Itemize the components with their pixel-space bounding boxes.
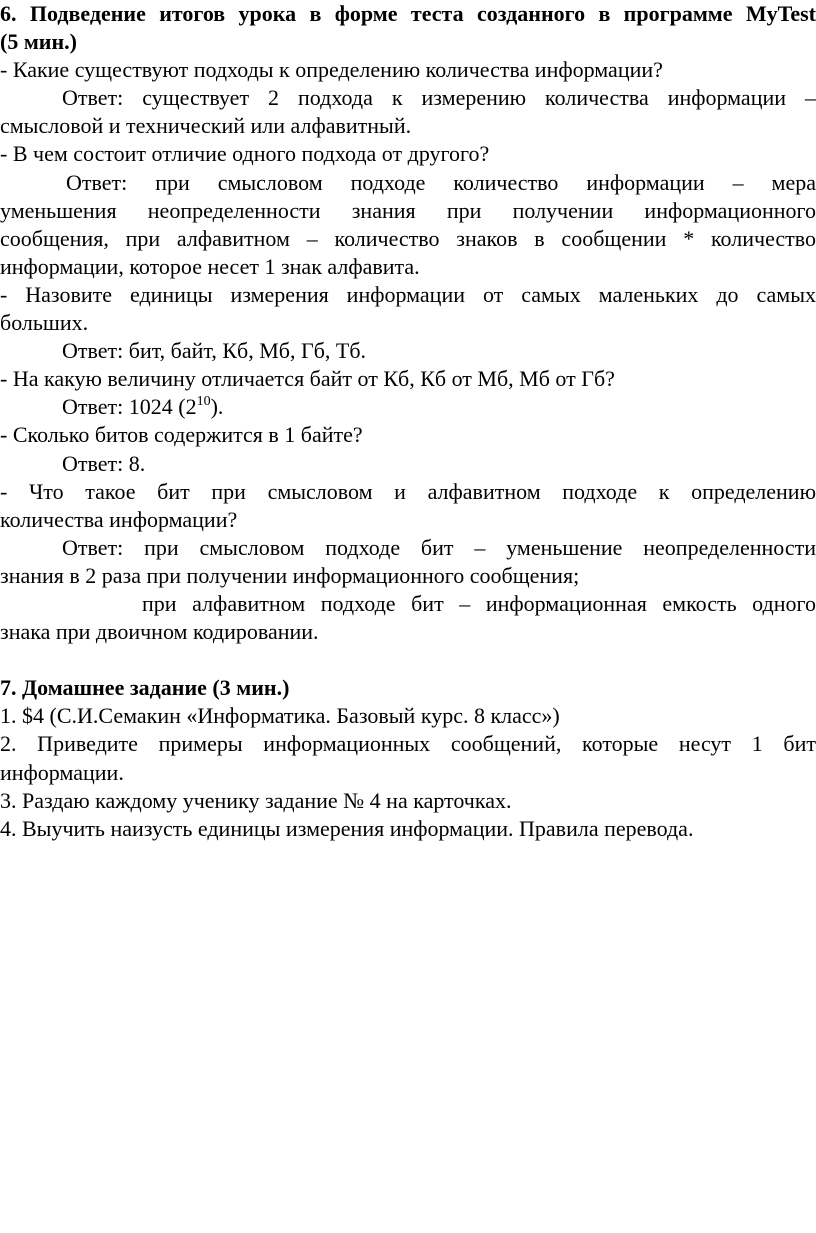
text-line	[0, 590, 816, 618]
line-text: Ответ: 1024 (2	[62, 394, 197, 420]
text-line	[0, 197, 816, 225]
text-line	[0, 562, 816, 590]
text-line	[0, 759, 816, 787]
line-text: знака при двоичном кодировании.	[0, 619, 319, 645]
line-text: уменьшения неопределенности знания при получении информационного	[0, 197, 816, 223]
text-line	[0, 140, 816, 168]
line-text: сообщения, при алфавитном – количество знаков в сообщении * количество	[0, 225, 816, 251]
line-text: - На какую величину отличается байт от Кб, Кб от Мб, Мб от Гб?	[0, 366, 615, 392]
line-text: смысловой и технический или алфавитный.	[0, 113, 412, 139]
line-text: 6. Подведение итогов урока в форме теста созданного в программе MyTest	[0, 1, 816, 26]
line-text: Ответ: существует 2 подхода к измерению количества информации –	[62, 85, 816, 111]
line-text: - В чем состоит отличие одного подхода от другого?	[0, 141, 490, 167]
text-line	[0, 56, 816, 84]
text-line	[0, 365, 816, 393]
line-text: 4. Выучить наизусть единицы измерения информации. Правила перевода.	[0, 815, 694, 841]
text-line	[0, 730, 816, 758]
text-line	[0, 787, 816, 815]
text-line	[0, 450, 816, 478]
text-line	[0, 281, 816, 309]
text-line	[0, 225, 816, 253]
text-line	[0, 534, 816, 562]
superscript: 10	[196, 394, 211, 410]
line-text: Ответ: при смысловом подходе количество информации – мера	[66, 169, 816, 195]
line-text: 7. Домашнее задание (3 мин.)	[0, 675, 290, 701]
line-text: информации, которое несет 1 знак алфавита.	[0, 253, 420, 279]
text-line	[0, 337, 816, 365]
line-text: больших.	[0, 310, 89, 336]
line-text: Ответ: бит, байт, Кб, Мб, Гб, Тб.	[62, 338, 367, 364]
text-line	[0, 478, 816, 506]
section-heading	[0, 0, 816, 28]
line-text: Ответ: 8.	[62, 450, 146, 476]
text-line	[0, 169, 816, 197]
text-line	[0, 618, 816, 646]
text-line	[0, 815, 816, 843]
line-text: - Что такое бит при смысловом и алфавитном подходе к определению	[0, 478, 816, 504]
line-text: 2. Приведите примеры информационных сообщений, которые несут 1 бит	[0, 731, 816, 757]
line-text: 1. $4 (С.И.Семакин «Информатика. Базовый курс. 8 класс»)	[0, 703, 560, 729]
line-text: - Назовите единицы измерения информации от самых маленьких до самых	[0, 281, 816, 307]
text-line	[0, 309, 816, 337]
line-text: - Какие существуют подходы к определению количества информации?	[0, 57, 663, 83]
line-text: (5 мин.)	[0, 29, 77, 55]
line-text-after: ).	[210, 394, 224, 420]
line-text: количества информации?	[0, 506, 238, 532]
text-line	[0, 393, 816, 421]
line-text: информации.	[0, 759, 124, 785]
text-line	[0, 421, 816, 449]
text-line	[0, 702, 816, 730]
section-heading	[0, 28, 816, 56]
text-line	[0, 253, 816, 281]
line-text: при алфавитном подходе бит – информационная емкость одного	[142, 590, 816, 616]
line-text: - Сколько битов содержится в 1 байте?	[0, 422, 363, 448]
line-text: 3. Раздаю каждому ученику задание № 4 на карточках.	[0, 787, 512, 813]
blank-line	[0, 646, 816, 674]
text-line	[0, 84, 816, 112]
section-heading	[0, 674, 816, 702]
line-text: Ответ: при смысловом подходе бит – уменьшение неопределенности	[62, 534, 816, 560]
text-line	[0, 112, 816, 140]
line-text: знания в 2 раза при получении информационного сообщения;	[0, 562, 580, 588]
text-line	[0, 506, 816, 534]
